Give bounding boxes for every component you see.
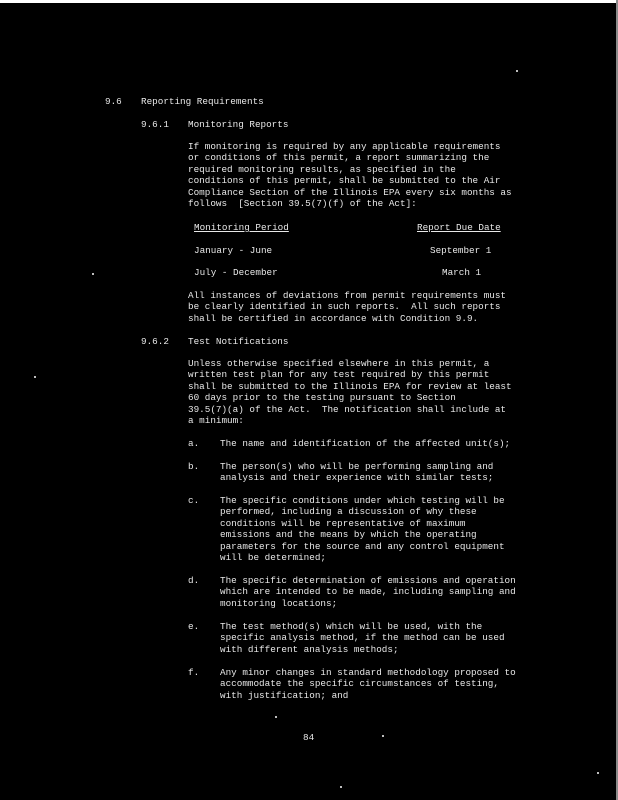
scan-speck [382,735,384,737]
list-item-text: The name and identification of the affected unit(s); [220,438,511,449]
list-item-marker: c. [188,495,200,506]
subsection-2-title: Test Notifications [188,336,289,347]
list-item-marker: d. [188,575,200,586]
scan-speck [92,273,94,275]
scan-speck [275,716,277,718]
list-item-marker: a. [188,438,200,449]
list-item-text: The test method(s) which will be used, with the specific analysis method, if the method can be used with different analysis methods; [220,621,505,655]
list-item-text: The specific conditions under which testing will be performed, including a discussion of why these conditions will be representative of maximum emissions and the means by which the operating parameters for the source and any control equipment will be determined; [220,495,505,564]
subsection-1-number: 9.6.1 [141,119,169,130]
list-item-marker: e. [188,621,200,632]
subsection-2-number: 9.6.2 [141,336,169,347]
scan-speck [597,772,599,774]
section-number: 9.6 [105,96,122,107]
list-item-text: The specific determination of emissions and operation which are intended to be made, including sampling and monitoring locations; [220,575,516,609]
scan-edge-top [0,0,618,3]
table-row-1-due-date: September 1 [430,245,492,256]
scan-speck [340,786,342,788]
subsection-1-closing: All instances of deviations from permit requirements must be clearly identified in such reports. All such reports shall be certified in accordance with Condition 9.9. [188,290,507,324]
table-row-2-period: July - December [194,267,278,278]
scan-speck [516,70,518,72]
table-row-2-due-date: March 1 [442,267,482,278]
subsection-2-paragraph: Unless otherwise specified elsewhere in this permit, a written test plan for any test required by this permit shall be submitted to the Illinois EPA for review at least 60 days prior to the testing pursuant to Section 39.5(7)(a) of the Act. The notification shall include at a minimum: [188,358,512,427]
page-number: 84 [303,732,315,743]
table-header-due-date: Report Due Date [417,222,501,233]
table-header-period: Monitoring Period [194,222,289,233]
list-item-marker: f. [188,667,200,678]
subsection-1-paragraph: If monitoring is required by any applicable requirements or conditions of this permit, a report summarizing the required monitoring results, as specified in the conditions of this permit, shall be submitted to the Air Compliance Section of the Illinois EPA every six months as follows [Section 39.5(7)(f) of the Act]: [188,141,512,210]
table-row-1-period: January - June [194,245,273,256]
subsection-1-title: Monitoring Reports [188,119,289,130]
list-item-marker: b. [188,461,200,472]
list-item-text: The person(s) who will be performing sampling and analysis and their experience with similar tests; [220,461,494,484]
scan-speck [34,376,36,378]
list-item-text: Any minor changes in standard methodology proposed to accommodate the specific circumstances of testing, with justification; and [220,667,516,701]
section-title: Reporting Requirements [141,96,264,107]
